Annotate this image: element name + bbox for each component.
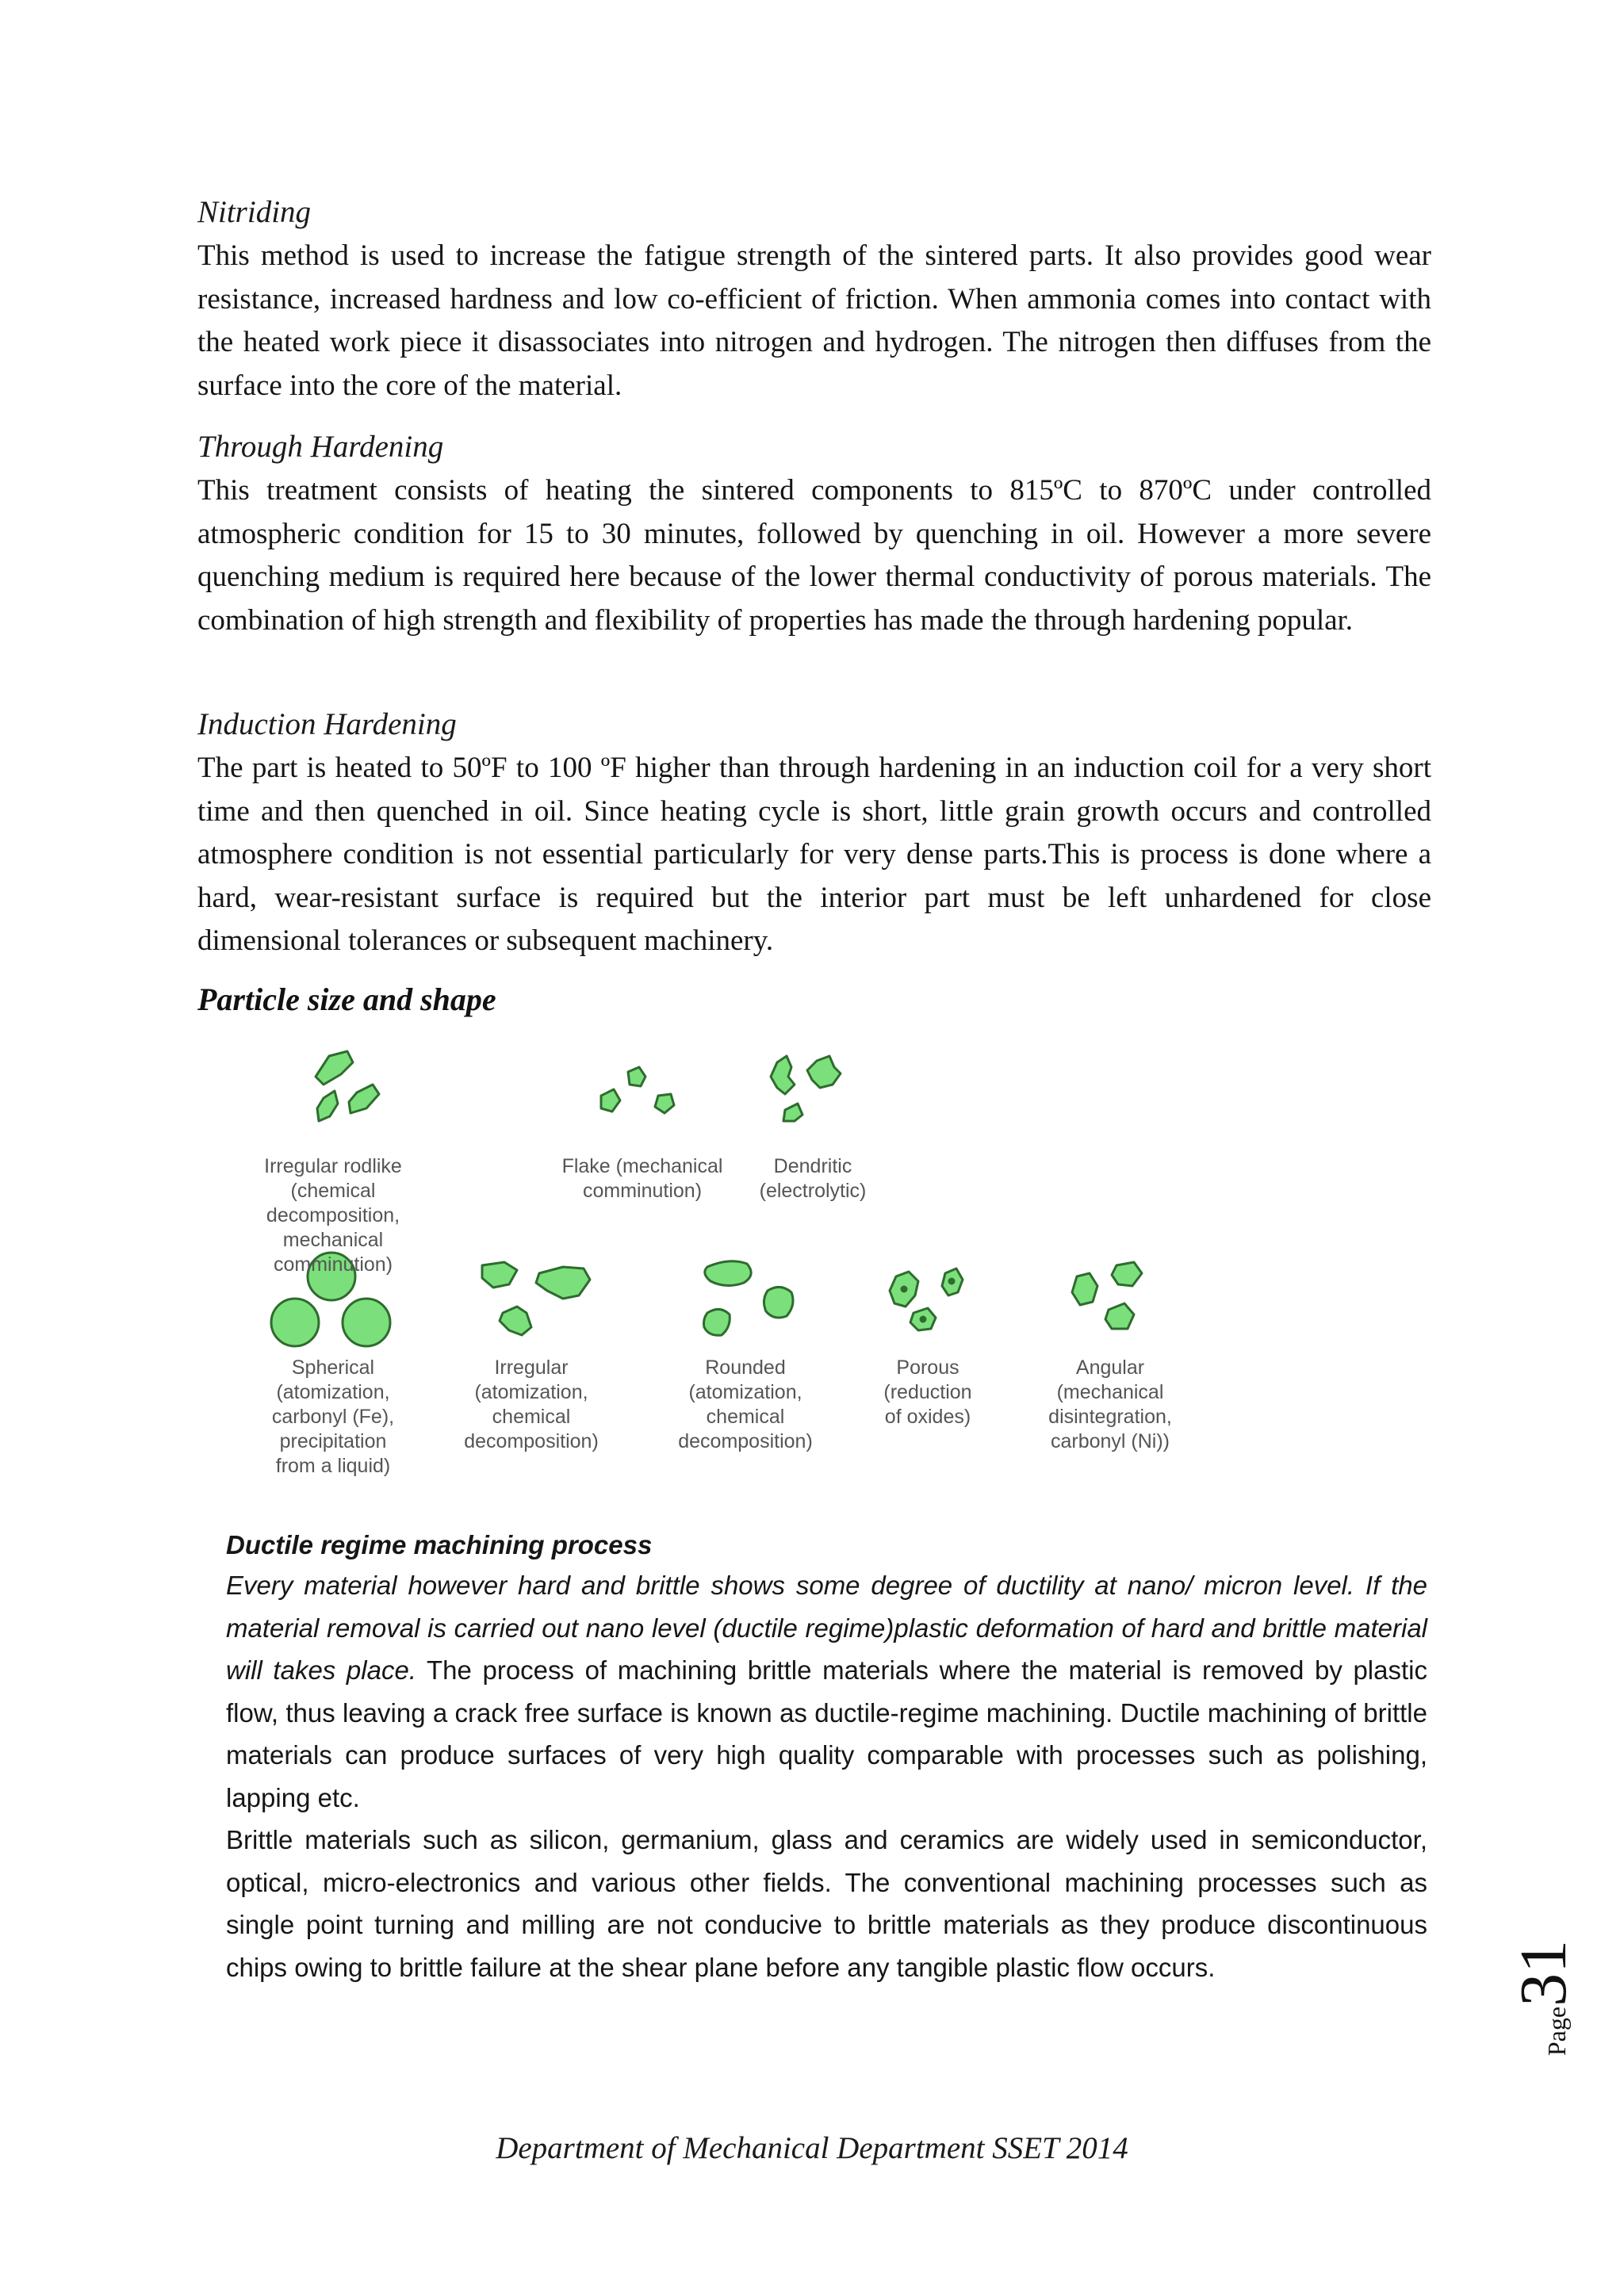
footer: Department of Mechanical Department SSET 2014 (496, 2131, 1128, 2165)
section-body: The part is heated to 50ºF to 100 ºF higher than through hardening in an induction coil for a very short time and then quenched in oil. Since heating cycle is short, little grain growth occurs and controlled atmosphere condition is not essential particularly for very dense parts.This is process is done where a hard, wear-resistant surface is required but the interior part must be left unhardened for close dimensional tolerances or subsequent machinery. (197, 752, 1431, 957)
label-spherical: Spherical (atomization, carbonyl (Fe), precipitation from a liquid) (271, 1357, 395, 1477)
section-ductile-regime (226, 1526, 1427, 1988)
particle-shapes-figure (230, 1039, 1229, 1490)
section-heading: Induction Hardening (197, 707, 457, 741)
section-heading: Nitriding (197, 195, 312, 229)
angular-particles (1072, 1262, 1142, 1329)
page-digits: 31 (1507, 1939, 1580, 2007)
label-dendritic: Dendritic (electrolytic) (759, 1155, 867, 1202)
page-word: Page (1542, 2006, 1571, 2057)
particle-heading: Particle size and shape (197, 982, 496, 1017)
section-body: This treatment consists of heating the sintered components to 815ºC to 870ºC under controlled atmospheric condition for 15 to 30 minutes, followed by quenching in oil. However a more severe quenching medium is required here because of the lower thermal conductivity of porous materials. The combination of high strength and flexibility of properties has made the through hardening popular. (197, 474, 1431, 637)
ductile-paragraph-1 (226, 1564, 1427, 1819)
label-irregular: Irregular (atomization, chemical decomposition) (464, 1357, 599, 1452)
section-heading: Through Hardening (197, 430, 444, 464)
label-rounded: Rounded (atomization, chemical decomposition) (678, 1357, 813, 1452)
rounded-particles (704, 1261, 794, 1335)
ductile-title: Ductile regime machining process (226, 1530, 653, 1559)
ductile-italic-text: Every material however hard and brittle shows some degree of ductility at nano/ micron level. If the material removal is carried out nano level (ductile regime)plastic deformation of hard and brittle material will takes place. (226, 1571, 1427, 1685)
section-induction-hardening (197, 706, 1431, 963)
porous-particles (890, 1269, 963, 1330)
rodlike-particles (316, 1051, 379, 1121)
page-number (1507, 1931, 1606, 2065)
label-flake: Flake (mechanical comminution) (561, 1155, 723, 1202)
section-body: This method is used to increase the fatigue strength of the sintered parts. It also provides good wear resistance, increased hardness and low co-efficient of friction. When ammonia comes into contact with the heated work piece it disassociates into nitrogen and hydrogen. The nitrogen then diffuses from the surface into the core of the material. (197, 239, 1431, 402)
label-porous: Porous (reduction of oxides) (883, 1357, 972, 1428)
flake-particles (601, 1067, 674, 1113)
dendritic-particles (771, 1056, 841, 1121)
ductile-paragraph-2: Brittle materials such as silicon, germanium, glass and ceramics are widely used in semiconductor, optical, micro-electronics and various other fields. The conventional machining processes such as single point turning and milling are not conducive to brittle materials as they produce discontinuous chips owing to brittle failure at the shear plane before any tangible plastic flow occurs. (226, 1825, 1427, 1982)
section-through-hardening (197, 428, 1431, 642)
irregular-particles (482, 1262, 590, 1335)
label-angular: Angular (mechanical disintegration, carbonyl (Ni)) (1048, 1357, 1172, 1452)
section-nitriding (197, 193, 1431, 408)
label-irregular-rodlike: Irregular rodlike (chemical decomposition, mechanical comminution) (264, 1155, 402, 1276)
ductile-regular-text: The process of machining brittle materials where the material is removed by plastic flow, thus leaving a crack free surface is known as ductile-regime machining. Ductile machining of brittle materials can produce surfaces of very high quality comparable with processes such as polishing, lapping etc. (226, 1655, 1427, 1812)
